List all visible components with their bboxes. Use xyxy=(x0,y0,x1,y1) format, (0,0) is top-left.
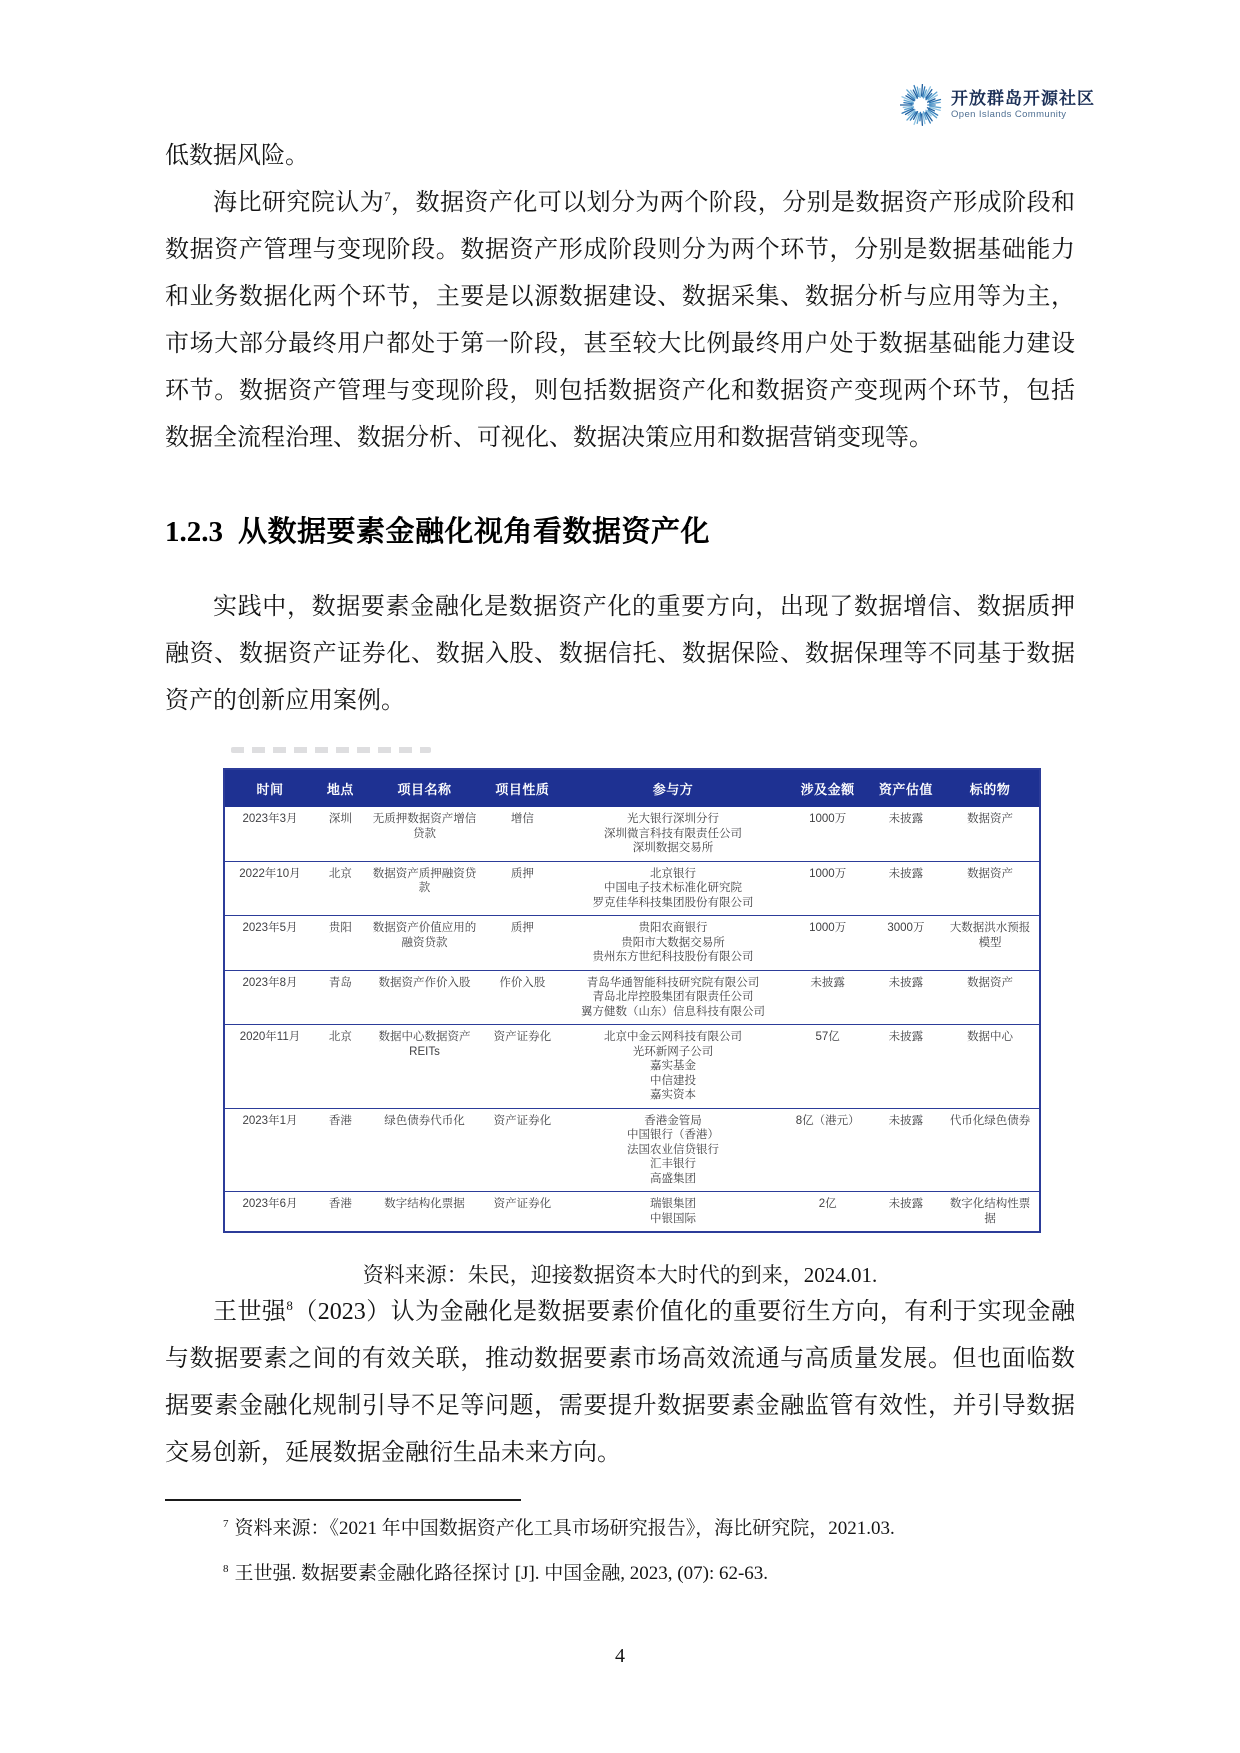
open-islands-logo-icon xyxy=(900,84,942,126)
paragraph-text: ，数据资产化可以划分为两个阶段，分别是数据资产形成阶段和数据资产管理与变现阶段。数据资产形成阶段则分为两个环节，分别是数据基础能力和业务数据化两个环节，主要是以源数据建设、数据采集、数据分析与应用等为主，市场大部分最终用户都处于第一阶段，甚至较大比例最终用户处于数据基础能力建设环节。数据资产管理与变现阶段，则包括数据资产化和数据资产变现两个环节，包括数据全流程治理、数据分析、可视化、数据决策应用和数据营销变现等。 xyxy=(165,190,1076,451)
section-title: 从数据要素金融化视角看数据资产化 xyxy=(238,516,711,548)
participant-line: 嘉实基金 xyxy=(650,1060,697,1072)
cell-nature: 资产证券化 xyxy=(493,1114,552,1127)
cell-amount: 8亿（港元） xyxy=(795,1114,860,1127)
column-header: 标的物 xyxy=(969,782,1011,797)
paragraph-text: （2023）认为金融化是数据要素价值化的重要衍生方向，有利于实现金融与数据要素之间的有效关联，推动数据要素市场高效流通与高质量发展。但也面临数据要素金融化规制引导不足等问题，需要提升数据要素金融监管有效性，并引导数据交易创新，延展数据金融衍生品未来方向。 xyxy=(165,1299,1076,1466)
participant-line: 光大银行深圳分行 xyxy=(627,813,720,825)
cell-project: 数据资产价值应用的融资贷款 xyxy=(372,922,477,949)
fin-table-body xyxy=(224,807,1040,1232)
section-heading xyxy=(165,514,1075,550)
cell-amount: 1000万 xyxy=(809,867,847,880)
cell-participants xyxy=(561,861,784,916)
participant-line: 青岛华通智能科技研究院有限公司 xyxy=(586,976,760,989)
cell-time: 2023年1月 xyxy=(242,1114,298,1127)
cell-time: 2020年11月 xyxy=(239,1031,301,1043)
cell-nature: 质押 xyxy=(510,867,534,880)
logo-text xyxy=(951,89,1095,121)
cell-place: 北京 xyxy=(328,1031,352,1043)
cell-time: 2023年3月 xyxy=(242,813,298,825)
cell-place: 青岛 xyxy=(328,976,352,989)
cell-participants xyxy=(561,807,784,861)
table-figure xyxy=(223,747,1041,1289)
page-content xyxy=(165,133,1075,1605)
cell-nature: 质押 xyxy=(510,922,534,934)
participant-line: 中国银行（香港） xyxy=(627,1129,720,1141)
footnote-ref-8: 8 xyxy=(286,1298,293,1313)
cell-subject: 代币化绿色债券 xyxy=(949,1114,1031,1127)
footnote-8 xyxy=(165,1560,1075,1587)
cell-amount: 未披露 xyxy=(810,976,845,989)
cell-project: 数据资产作价入股 xyxy=(378,976,471,989)
paragraph-text: 海比研究院认为 xyxy=(213,190,385,216)
logo xyxy=(900,84,1095,126)
cell-participants xyxy=(561,916,784,971)
participant-line: 香港金管局 xyxy=(644,1114,702,1127)
cell-project: 无质押数据资产增信贷款 xyxy=(372,813,477,840)
table-row xyxy=(224,861,1040,916)
cell-valuation: 未披露 xyxy=(888,1114,924,1127)
cell-subject: 数据资产 xyxy=(967,867,1014,880)
logo-title-en: Open Islands Community xyxy=(951,109,1067,121)
column-header: 参与方 xyxy=(652,782,694,797)
participant-line: 高盛集团 xyxy=(650,1172,697,1185)
participant-line: 法国农业信贷银行 xyxy=(627,1143,720,1156)
cell-nature: 增信 xyxy=(510,813,534,825)
cell-participants xyxy=(561,1192,784,1233)
column-header: 项目性质 xyxy=(495,782,550,797)
participant-line: 深圳微言科技有限责任公司 xyxy=(604,827,743,840)
cell-subject: 数字化结构性票据 xyxy=(949,1198,1031,1225)
body-paragraph-4 xyxy=(165,1289,1075,1477)
footnote-area xyxy=(165,1499,1075,1587)
cell-project: 数据资产质押融资贷款 xyxy=(372,867,477,894)
footnote-text: 王世强. 数据要素金融化路径探讨 [J]. 中国金融, 2023, (07): 62-63. xyxy=(234,1563,769,1584)
column-header: 项目名称 xyxy=(397,782,452,797)
cell-subject: 大数据洪水预报模型 xyxy=(949,922,1031,949)
cell-valuation: 未披露 xyxy=(888,1198,924,1210)
footnote-separator xyxy=(165,1499,521,1501)
cell-amount: 2亿 xyxy=(818,1198,837,1210)
table-row xyxy=(224,1108,1040,1192)
participant-line: 瑞银集团 xyxy=(650,1198,697,1210)
cell-participants xyxy=(561,1025,784,1109)
cell-amount: 57亿 xyxy=(815,1031,840,1043)
participant-line: 深圳数据交易所 xyxy=(632,842,714,854)
cell-amount: 1000万 xyxy=(809,922,847,934)
cell-project: 数字结构化票据 xyxy=(384,1198,465,1210)
finance-cases-table xyxy=(223,768,1041,1233)
footnote-text: 资料来源：《2021 年中国数据资产化工具市场研究报告》，海比研究院，2021.03. xyxy=(234,1518,895,1539)
cell-subject: 数据资产 xyxy=(967,976,1014,989)
cell-project: 绿色债券代币化 xyxy=(384,1114,465,1127)
cell-place: 香港 xyxy=(328,1114,352,1127)
body-paragraph-2 xyxy=(165,180,1075,462)
table-row xyxy=(224,970,1040,1025)
cell-nature: 作价入股 xyxy=(499,976,546,989)
participant-line: 中信建投 xyxy=(650,1074,697,1087)
cell-time: 2023年6月 xyxy=(242,1198,298,1210)
footnote-number: 7 xyxy=(223,1517,229,1530)
section-number: 1.2.3 xyxy=(165,516,223,548)
cell-time: 2022年10月 xyxy=(239,867,301,880)
table-row xyxy=(224,1192,1040,1233)
participant-line: 中银国际 xyxy=(650,1212,697,1225)
participant-line: 嘉实资本 xyxy=(650,1089,697,1101)
participant-line: 贵州东方世纪科技股份有限公司 xyxy=(592,951,754,963)
cell-participants xyxy=(561,1108,784,1192)
cell-valuation: 3000万 xyxy=(887,922,925,934)
participant-line: 汇丰银行 xyxy=(650,1158,697,1170)
cell-nature: 资产证券化 xyxy=(493,1031,552,1043)
footnote-ref-7: 7 xyxy=(384,189,391,204)
column-header: 资产估值 xyxy=(878,782,933,797)
logo-title-zh: 开放群岛开源社区 xyxy=(951,88,1095,108)
column-header: 时间 xyxy=(256,782,284,797)
cell-valuation: 未披露 xyxy=(888,976,924,989)
participant-line: 北京银行 xyxy=(650,867,697,880)
participant-line: 北京中金云网科技有限公司 xyxy=(604,1031,743,1043)
cell-valuation: 未披露 xyxy=(888,813,924,825)
cell-place: 香港 xyxy=(328,1198,352,1210)
participant-line: 翼方健数（山东）信息科技有限公司 xyxy=(581,1005,766,1018)
table-row xyxy=(224,807,1040,861)
footnote-number: 8 xyxy=(223,1562,229,1575)
cell-project: 数据中心数据资产REITs xyxy=(378,1031,471,1058)
sunburst-svg xyxy=(900,84,942,126)
paragraph-text: 王世强 xyxy=(213,1299,287,1325)
column-header: 涉及金额 xyxy=(800,782,855,797)
fin-table-header-row xyxy=(224,769,1040,807)
cell-time: 2023年5月 xyxy=(242,922,298,934)
cell-valuation: 未披露 xyxy=(888,867,924,880)
cell-place: 北京 xyxy=(328,867,352,880)
table-row xyxy=(224,1025,1040,1109)
footnote-7 xyxy=(165,1515,1075,1542)
table-title-remnant xyxy=(231,747,431,753)
cell-valuation: 未披露 xyxy=(888,1031,924,1043)
cell-nature: 资产证券化 xyxy=(493,1198,552,1210)
participant-line: 贵阳市大数据交易所 xyxy=(621,936,725,949)
cell-participants xyxy=(561,970,784,1025)
cell-subject: 数据资产 xyxy=(967,813,1014,825)
participant-line: 罗克佳华科技集团股份有限公司 xyxy=(592,896,754,909)
cell-place: 深圳 xyxy=(328,813,352,825)
cell-time: 2023年8月 xyxy=(242,976,298,989)
table-row xyxy=(224,916,1040,971)
table-source-caption: 资料来源：朱民，迎接数据资本大时代的到来，2024.01. xyxy=(362,1263,878,1287)
participant-line: 青岛北岸控股集团有限责任公司 xyxy=(592,991,754,1003)
cell-subject: 数据中心 xyxy=(967,1031,1014,1043)
column-header: 地点 xyxy=(326,782,354,797)
body-paragraph-3: 实践中，数据要素金融化是数据资产化的重要方向，出现了数据增信、数据质押融资、数据资产证券化、数据入股、数据信托、数据保险、数据保理等不同基于数据资产的创新应用案例。 xyxy=(165,594,1075,714)
page-number: 4 xyxy=(615,1645,625,1667)
participant-line: 中国电子技术标准化研究院 xyxy=(604,882,743,894)
cell-amount: 1000万 xyxy=(809,813,847,825)
participant-line: 贵阳农商银行 xyxy=(638,922,708,934)
cell-place: 贵阳 xyxy=(328,922,352,934)
body-paragraph-1: 低数据风险。 xyxy=(165,143,309,169)
participant-line: 光环新网子公司 xyxy=(632,1045,714,1058)
